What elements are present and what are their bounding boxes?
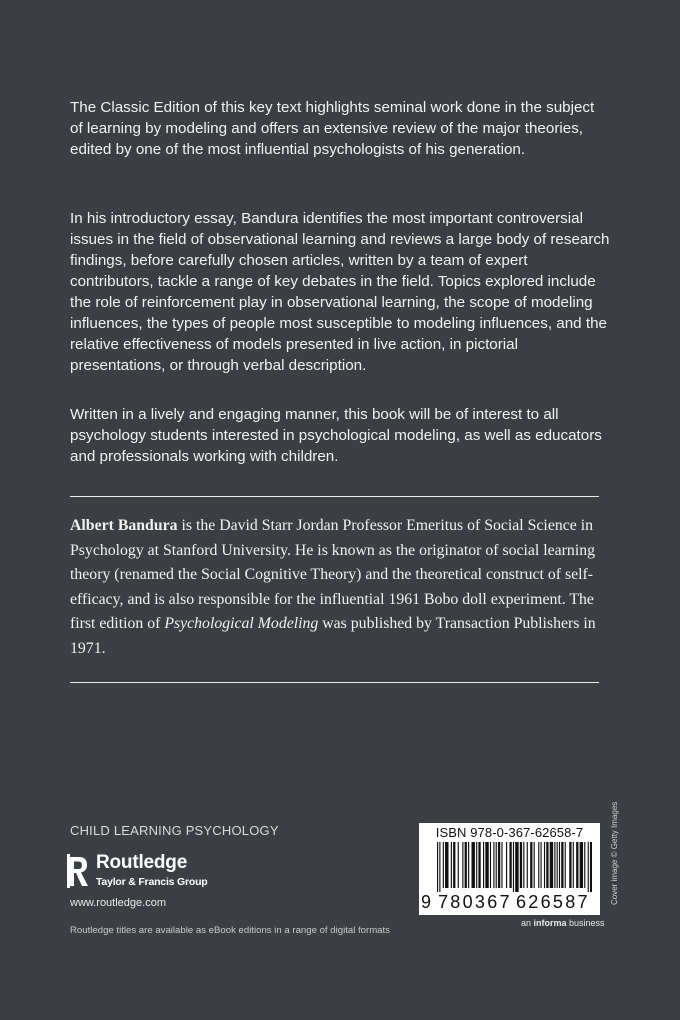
informa-business xyxy=(521,918,605,928)
series-name: CHILD LEARNING PSYCHOLOGY xyxy=(70,823,279,838)
blurb-paragraph-2: In his introductory essay, Bandura identifies the most important controversial issues in the field of observational learning and reviews a large body of research findings, before carefully chosen articles, written by a team of expert contributors, tackle a range of key debates in the field. Topics explored include the role of reinforcement play in observational learning, the scope of modeling influences, the types of people most susceptible to modeling influences, and the relative effectiveness of models presented in live action, in pictorial presentations, or through verbal description. xyxy=(70,210,610,374)
barcode-bars xyxy=(427,842,592,892)
informa-brand: informa xyxy=(533,918,567,928)
author-bio-text-2: was published by Transaction Publishers in 1971. xyxy=(70,615,596,657)
publisher-group: Taylor & Francis Group xyxy=(96,876,208,888)
isbn-label: ISBN 978-0-367-62658-7 xyxy=(435,825,584,840)
blurb-paragraph-1: The Classic Edition of this key text highlights seminal work done in the subject of learning by modeling and offers an extensive review of the major theories, edited by one of the most influential psychologists of his generation. xyxy=(70,99,595,158)
routledge-logo xyxy=(66,851,226,891)
author-bio xyxy=(70,514,610,661)
routledge-logo-icon xyxy=(66,853,90,889)
divider-top xyxy=(70,496,599,497)
author-bio-text-1: is the David Starr Jordan Professor Emeritus of Social Science in Psychology at Stanford University. He is known as the originator of social learning theory (renamed the Social Cognitive Theory) and the theoretical construct of self-efficacy, and is also responsible for the influential 1961 Bobo doll experiment. The first edition of xyxy=(70,517,595,632)
barcode-digits xyxy=(419,892,600,912)
isbn-barcode xyxy=(419,823,600,915)
photo-credit: Cover image © Getty Images xyxy=(610,801,619,905)
blurb-paragraph-3: Written in a lively and engaging manner, this book will be of interest to all psychology students interested in psychological modeling, as well as educators and professionals working with children. xyxy=(70,406,602,465)
barcode-digits-left: 780367 xyxy=(438,892,512,912)
ebook-note: Routledge titles are available as eBook editions in a range of digital formats xyxy=(70,925,390,936)
publisher-url[interactable]: www.routledge.com xyxy=(70,897,166,909)
divider-bottom xyxy=(70,682,599,683)
informa-suffix: business xyxy=(566,918,605,928)
barcode-digit-first: 9 xyxy=(421,892,432,912)
author-name: Albert Bandura xyxy=(70,517,178,534)
book-title: Psychological Modeling xyxy=(164,615,319,632)
informa-prefix: an xyxy=(521,918,534,928)
barcode-digits-right: 626587 xyxy=(516,892,590,912)
publisher-name: Routledge xyxy=(96,852,188,873)
